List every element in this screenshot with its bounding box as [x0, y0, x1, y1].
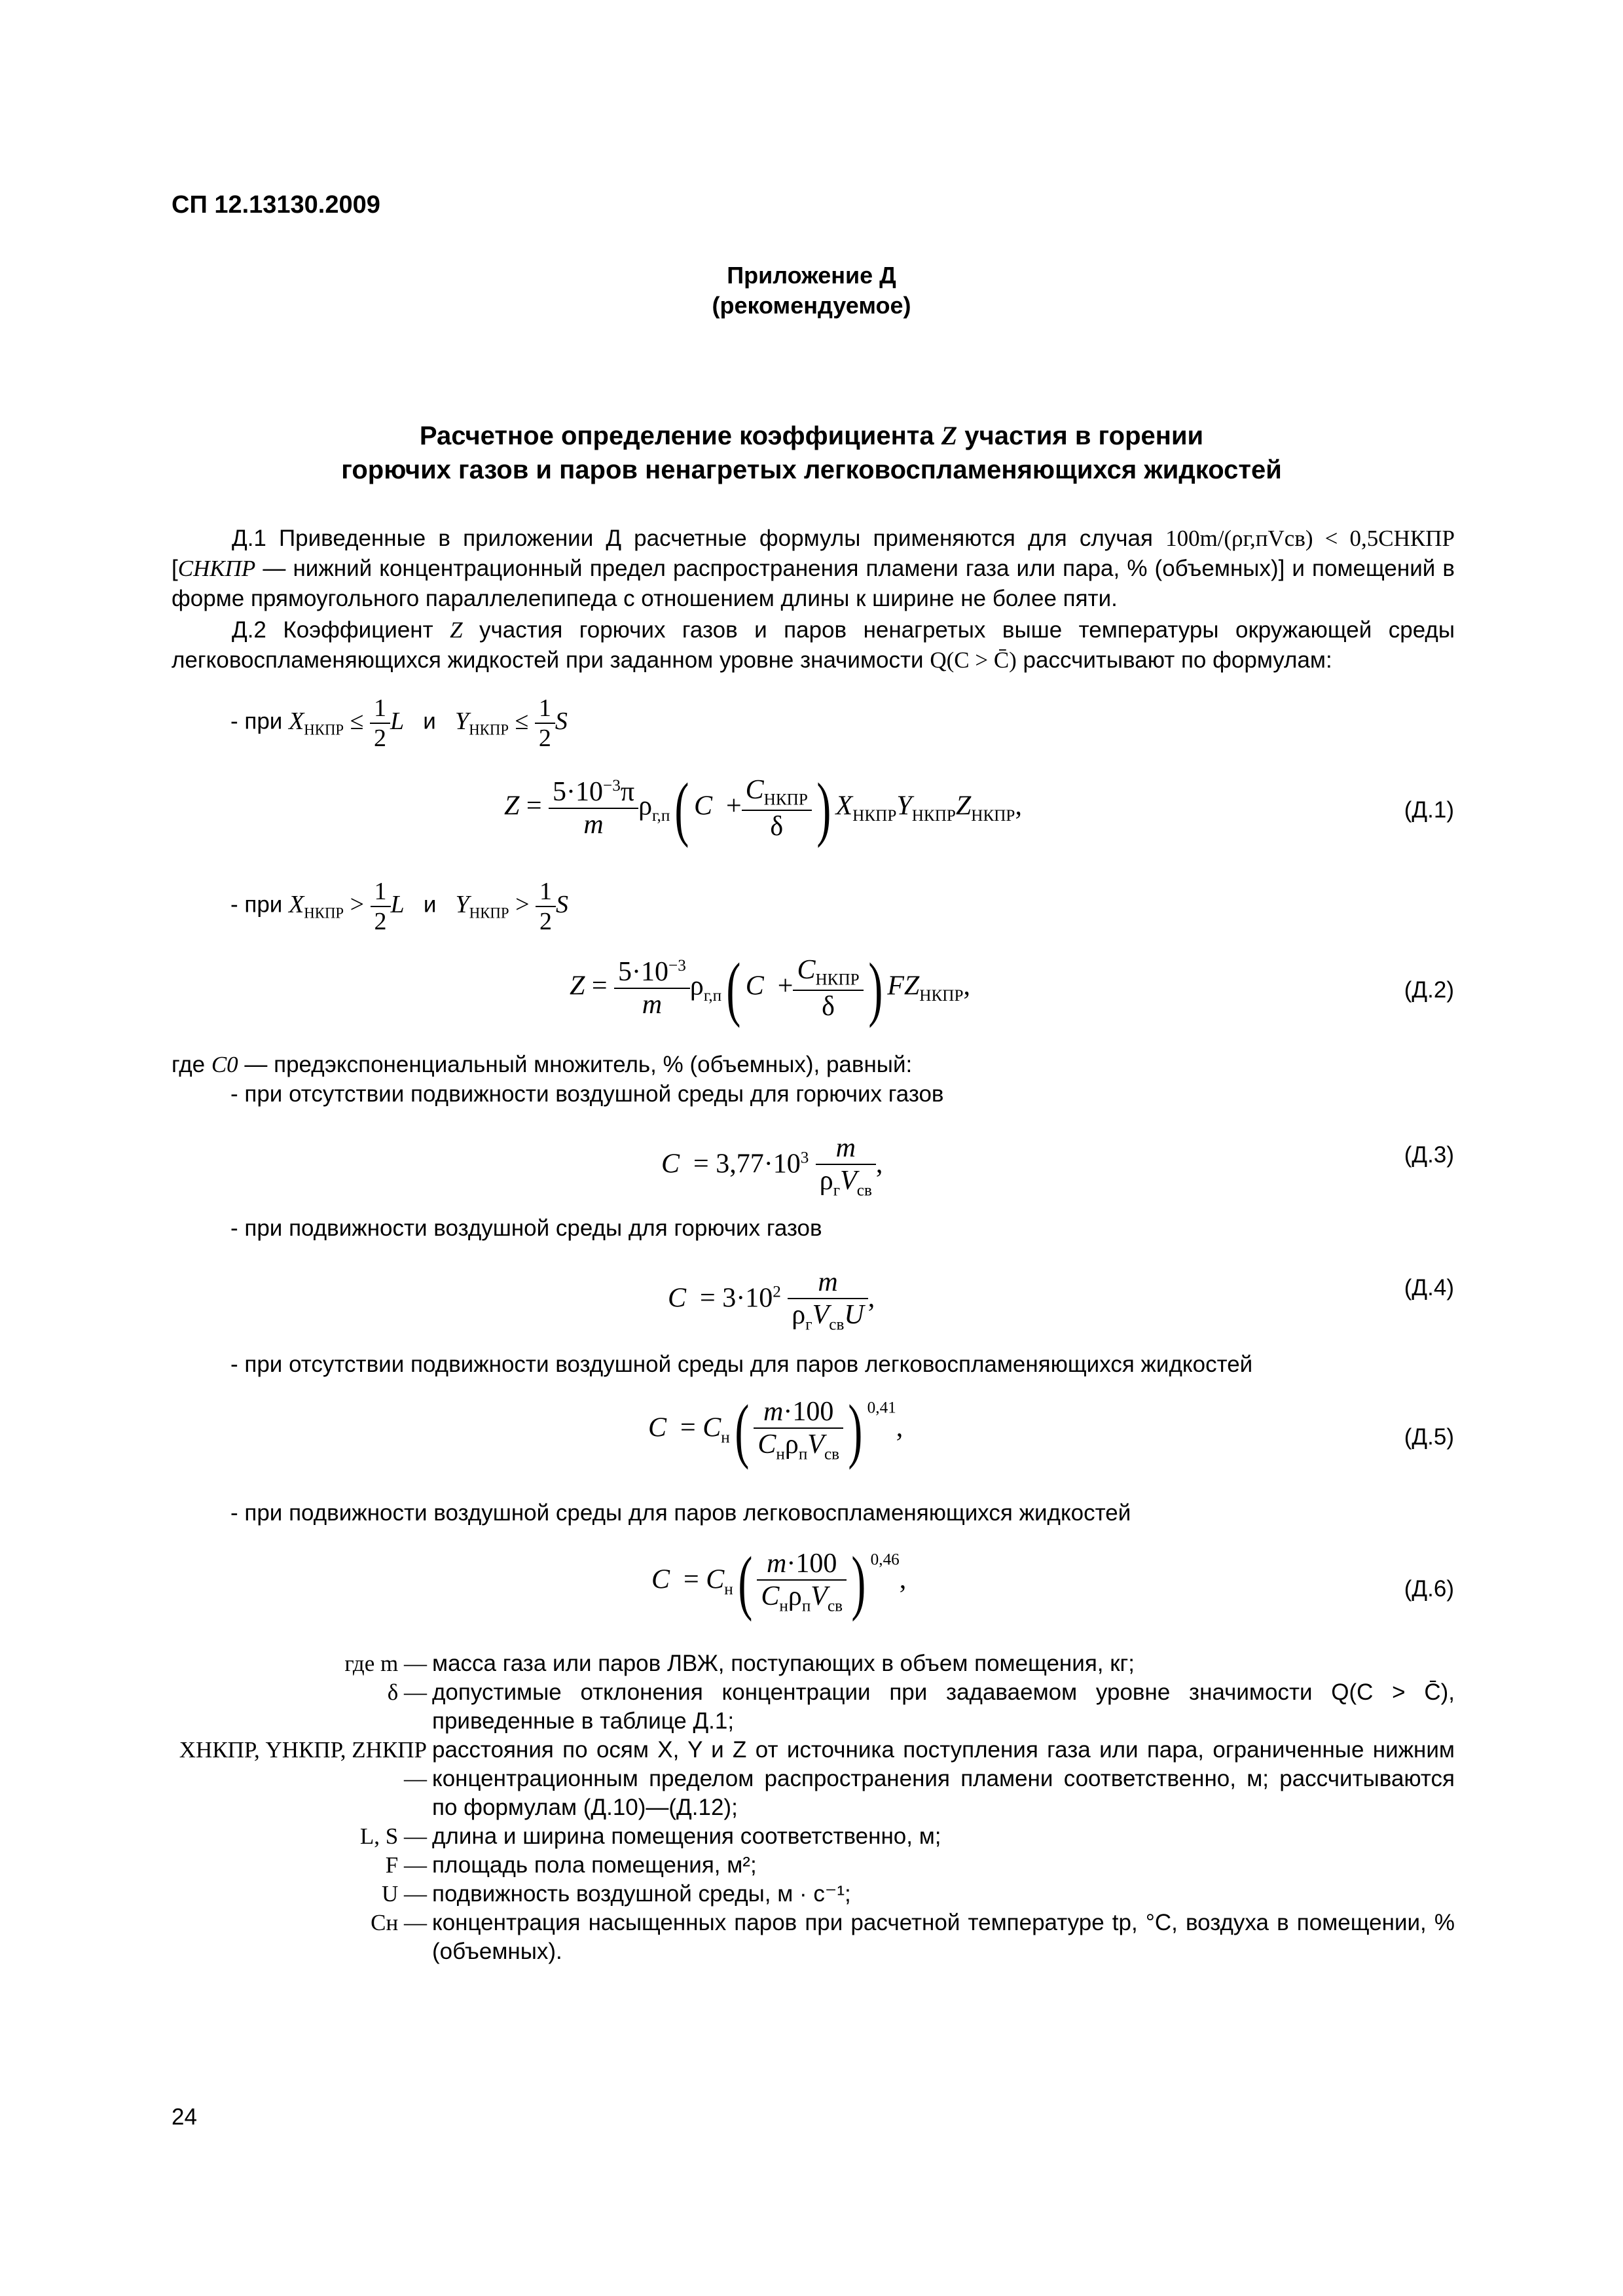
formula-d2: Z = $\frac{5\cdot 10^{-3}}{m}$ $\rho_{г,п}$( C + $\frac{C_{НКПР}}{\delta}$ ) $FZ_{НКПР}$, [570, 948, 970, 1028]
formula-d3: $C = 3,77\cdot 10^3$ $\frac{m}{\rho_гV_{св}}$ , [661, 1133, 883, 1200]
paragraph-d1: Д.1 Приведенные в приложении Д расчетные формулы применяются для случая 100m/(ρг,пVсв) < 0,5CНКПР [CНКПР — нижний концентрационный предел распространения пламени газа или пара, % (объемных)] и помещений в форме прямоугольного параллелепипеда с отношением длины к ширине не более пяти. [172, 526, 1455, 611]
document-code: СП 12.13130.2009 [172, 191, 380, 219]
page-number: 24 [172, 2104, 197, 2130]
equation-number-d6: (Д.6) [1404, 1576, 1454, 1602]
definitions-list [172, 1649, 1455, 1966]
annex-status: (рекомендуемое) [712, 292, 911, 319]
definition-item: где m — масса газа или паров ЛВЖ, поступающих в объем помещения, кг; [344, 1651, 1135, 1676]
formula-d4: $C = 3\cdot 10^2$ $\frac{m}{\rho_гV_{св}U}$ , [668, 1267, 875, 1334]
formula-d1: Z = $\frac{5\cdot 10^{-3}\pi}{m}$ $\rho_{г,п}$( C + $\frac{C_{НКПР}}{\delta}$ ) $X_{НКПР}Y_{НКПР}Z_{НКПР}$, [504, 768, 1022, 848]
equation-number-d3: (Д.3) [1404, 1142, 1454, 1168]
case-d5: - при отсутствии подвижности воздушной среды для паров легковоспламеняющихся жидкостей [230, 1352, 1253, 1377]
page-title [0, 419, 1623, 487]
equation-number-d4: (Д.4) [1404, 1275, 1454, 1300]
paragraph-d2: Д.2 Коэффициент Z участия горючих газов и паров ненагретых выше температуры окружающей среды легковоспламеняющихся жидкостей при заданном уровне значимости Q(C > C̄) рассчитывают по формулам: [172, 617, 1455, 673]
condition-2: - при $X_{НКПР}$ > $\frac{1}{2}$ L и $Y_{НКПР}$ > $\frac{1}{2}$ S [230, 878, 569, 935]
definition-item: U — подвижность воздушной среды, м · с⁻¹; [381, 1881, 851, 1907]
case-d4: - при подвижности воздушной среды для горючих газов [230, 1215, 822, 1241]
equation-number-d5: (Д.5) [1404, 1424, 1454, 1450]
formula-d5: $C = C_н$( $\frac{m\cdot 100}{C_н\rho_пV_{св}}$ ) $^{0,41}$, [648, 1390, 903, 1470]
annex-heading [0, 260, 1623, 321]
definition-item: XНКПР, YНКПР, ZНКПР — расстояния по осям X, Y и Z от источника поступления газа или пара, ограниченные нижним концентрационным пределом распространения пламени соответственно, м; рассчитываются по формулам (Д.10)—(Д.12); [179, 1737, 1455, 1820]
definition-item: F — площадь пола помещения, м²; [385, 1852, 757, 1878]
formula-d6: $C = C_н$( $\frac{m\cdot 100}{C_н\rho_пV_{св}}$ ) $^{0,46}$, [651, 1542, 907, 1622]
annex-label: Приложение Д [727, 262, 896, 289]
condition-1: - при $X_{НКПР}$ ≤ $\frac{1}{2}$ L и $Y_{НКПР}$ ≤ $\frac{1}{2}$ S [230, 694, 568, 752]
equation-number-d1: (Д.1) [1404, 797, 1454, 823]
title-line-1: Расчетное определение коэффициента Z участия в горении [419, 421, 1204, 450]
inline-formula: 100m/(ρг,пVсв) < 0,5CНКПР [1165, 526, 1455, 551]
case-d3: - при отсутствии подвижности воздушной среды для горючих газов [230, 1081, 944, 1107]
where-c0: где C0 — предэкспоненциальный множитель, % (объемных), равный: [172, 1052, 913, 1077]
definition-item: δ — допустимые отклонения концентрации при задаваемом уровне значимости Q(C > C̄), приведенные в таблице Д.1; [387, 1679, 1455, 1734]
title-line-2: горючих газов и паров ненагретых легковоспламеняющихся жидкостей [341, 456, 1282, 484]
case-d6: - при подвижности воздушной среды для паров легковоспламеняющихся жидкостей [230, 1500, 1131, 1526]
equation-number-d2: (Д.2) [1404, 977, 1454, 1003]
definition-item: L, S — длина и ширина помещения соответственно, м; [359, 1823, 941, 1849]
definition-item: Cн — концентрация насыщенных паров при расчетной температуре tр, °С, воздуха в помещении, % (объемных). [371, 1910, 1455, 1964]
